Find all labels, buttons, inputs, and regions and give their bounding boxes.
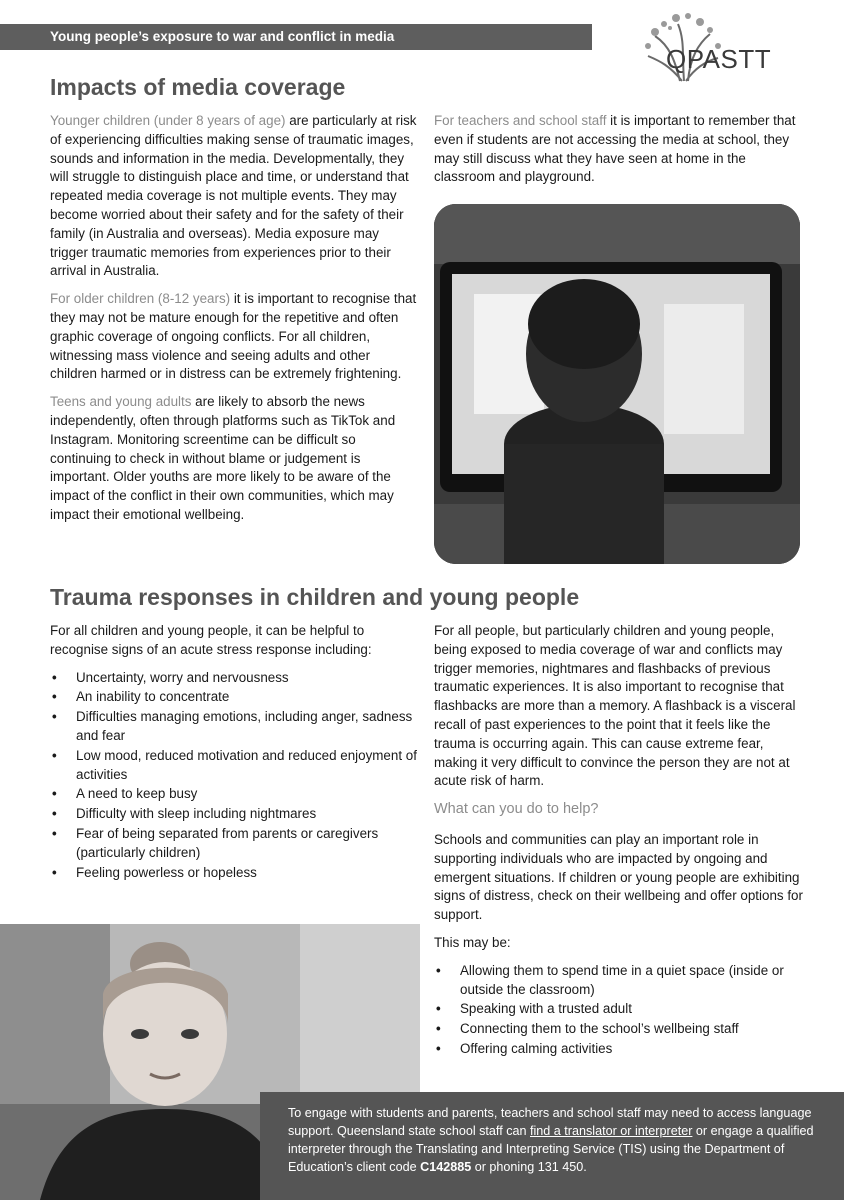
help-paragraph: Schools and communities can play an important role in supporting individuals who are impacted by ongoing and emergent situations. If children or young people are exhibiting signs of distress, check on their wellbeing and offer options for support.: [434, 831, 803, 923]
list-item: • Difficulties managing emotions, including anger, sadness and fear: [50, 708, 418, 746]
trauma-intro: For all children and young people, it can be helpful to recognise signs of an acute stress response including:: [50, 623, 372, 657]
logo-text: QPASTT: [666, 44, 772, 74]
younger-children-lead: Younger children (under 8 years of age): [50, 113, 286, 128]
trauma-left-column: [50, 622, 418, 883]
trauma-heading: Trauma responses in children and young people: [50, 584, 580, 610]
list-item: • An inability to concentrate: [50, 688, 418, 707]
impacts-right-column: [434, 112, 802, 196]
teens-lead: Teens and young adults: [50, 394, 192, 410]
impacts-heading: Impacts of media coverage: [50, 74, 346, 100]
list-item: • Speaking with a trusted adult: [434, 1000, 804, 1019]
support-actions-list: [434, 962, 804, 1059]
child-watching-tv-photo: [434, 204, 800, 564]
list-item: • Low mood, reduced motivation and reduced enjoyment of activities: [50, 747, 418, 785]
teachers-text: it is important to remember that even if students are not accessing the media at school, they may still discuss what they have seen at home in the classroom and playground.: [434, 113, 796, 185]
language-support-box: [260, 1092, 844, 1200]
teachers-paragraph: [434, 112, 802, 187]
teens-paragraph: [50, 393, 418, 525]
teens-text: are likely to absorb the news independently, often through platforms such as TikTok and Instagram. Monitoring screentime can be difficult so continuing to check in without blame or judgement is important. Older youths are more likely to be aware of the impact of the conflict in their own communities, which may impact their emotional wellbeing.: [50, 394, 396, 522]
list-item: • Uncertainty, worry and nervousness: [50, 669, 418, 688]
younger-children-text: are particularly at risk of experiencing difficulties making sense of traumatic images, sounds and information in the media. Developmentally, they will struggle to distinguish place and time, or understand that repeated media coverage is not multiple events. They may become worried about their safety and for the safety of their family (in Australia and overseas). Media exposure may trigger traumatic memories from experiences prior to their arrival in Australia.: [50, 113, 417, 279]
list-item: • Connecting them to the school’s wellbeing staff: [434, 1020, 804, 1039]
header-banner: Young people’s exposure to war and conflict in media: [0, 24, 592, 50]
footer-text-2: or engage a qualified interpreter through the Translating and Interpreting Service (TIS) using the Department of Education’s client code: [288, 1124, 814, 1174]
list-item: • Fear of being separated from parents or caregivers (particularly children): [50, 825, 418, 863]
help-subheading: What can you do to help?: [434, 801, 599, 818]
footer-text-1: To engage with students and parents, teachers and school staff may need to access language support. Queensland state school staff can: [288, 1106, 812, 1138]
impacts-left-column: [50, 112, 418, 534]
list-item: • A need to keep busy: [50, 785, 418, 804]
flashbacks-paragraph: For all people, but particularly children and young people, being exposed to media coverage of war and conflicts may trigger memories, nightmares and flashbacks of previous traumatic experiences. It is also important to recognise that flashbacks are more than a memory. A flashback is a visceral recall of past experiences to the point that it feels like the trauma is occurring again. This can cause extreme fear, making it very difficult to convince the person they are not at acute risk of harm.: [434, 623, 796, 789]
list-item: • Offering calming activities: [434, 1040, 804, 1059]
footer-text-3: or phoning 131 450.: [471, 1160, 587, 1174]
list-item: • Allowing them to spend time in a quiet space (inside or outside the classroom): [434, 962, 804, 1000]
younger-children-paragraph: [50, 112, 418, 281]
may-be-label: This may be:: [434, 934, 511, 950]
list-item: • Difficulty with sleep including nightmares: [50, 805, 418, 824]
trauma-right-column: [434, 622, 804, 1060]
teachers-lead: For teachers and school staff: [434, 113, 607, 128]
stress-signs-list: [50, 669, 418, 883]
list-item: • Feeling powerless or hopeless: [50, 864, 418, 883]
translator-link[interactable]: find a translator or interpreter: [530, 1124, 693, 1138]
older-children-lead: For older children (8-12 years): [50, 291, 231, 307]
older-children-text: it is important to recognise that they may not be mature enough for the repetitive and often graphic coverage of ongoing conflicts. For all children, witnessing mass violence and seeing adults and other children harmed or in distress can be extremely frightening.: [50, 291, 417, 382]
client-code: C142885: [420, 1160, 472, 1174]
older-children-paragraph: [50, 290, 418, 384]
